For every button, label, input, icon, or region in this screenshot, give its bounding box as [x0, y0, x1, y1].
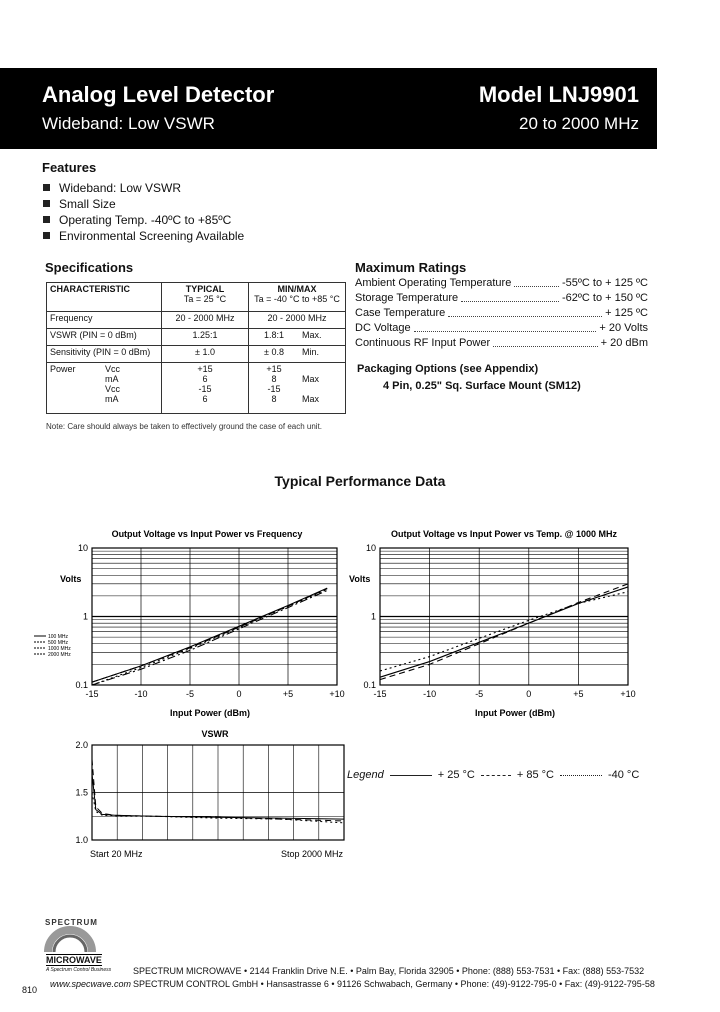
legend-solid-swatch [390, 775, 432, 776]
chart2-legend [347, 769, 639, 781]
product-title: Analog Level Detector [42, 82, 275, 107]
chart1-xlabel: Input Power (dBm) [170, 708, 250, 718]
list-item: Continuous RF Input Power + 20 dBm [355, 337, 648, 349]
features-title: Features [42, 160, 97, 175]
chart1-legend-entry: 500 MHz [48, 640, 69, 646]
chart1-series-line [92, 588, 327, 682]
chart2-y-tick: 10 [365, 543, 376, 553]
logo-main-text: MICROWAVE [46, 955, 102, 965]
legend-label: Legend [347, 769, 384, 781]
model-number: Model LNJ9901 [478, 82, 639, 107]
website-link[interactable]: www.specwave.com [50, 979, 132, 989]
list-item: Case Temperature + 125 ºC [355, 307, 648, 319]
page-number: 810 [22, 985, 38, 995]
legend-entry: -40 °C [607, 769, 640, 781]
table-header: CHARACTERISTIC [47, 283, 162, 312]
logo-tagline: A Spectrum Control Business [46, 967, 112, 973]
chart1-x-tick: -5 [185, 689, 195, 699]
chart1-x-tick: 0 [236, 689, 242, 699]
logo-top-text: SPECTRUM [45, 918, 98, 927]
chart1-legend-entry: 1000 MHz [48, 646, 71, 652]
chart2-y-tick: 0.1 [363, 680, 376, 690]
chart3-title: VSWR [201, 729, 229, 739]
frequency-range: 20 to 2000 MHz [518, 114, 639, 133]
list-item: Wideband: Low VSWR [43, 180, 244, 196]
bullet-icon [43, 232, 50, 239]
specifications-table [46, 282, 346, 414]
bullet-icon [43, 216, 50, 223]
chart3-y-tick: 1.5 [75, 787, 88, 798]
chart2-x-tick: +5 [573, 689, 584, 699]
chart2-x-tick: -15 [373, 689, 387, 699]
chart2-xlabel: Input Power (dBm) [475, 708, 555, 718]
chart2-plot [363, 543, 635, 699]
chart1-plot [34, 543, 345, 699]
chart2-series-line [380, 592, 628, 671]
table-row: Frequency 20 - 2000 MHz 20 - 2000 MHz [47, 312, 346, 329]
grounding-note: Note: Care should always be taken to effectively ground the case of each unit. [46, 422, 323, 431]
max-ratings-list [355, 276, 648, 351]
packaging-body: 4 Pin, 0.25" Sq. Surface Mount (SM12) [383, 380, 581, 392]
list-item: Environmental Screening Available [43, 228, 244, 244]
chart1-legend-entry: 100 MHz [48, 634, 69, 640]
performance-charts [0, 520, 720, 865]
list-item: Small Size [43, 196, 244, 212]
chart1-x-tick: +10 [329, 689, 345, 699]
chart1-y-tick: 10 [77, 543, 88, 553]
features-list [43, 180, 244, 244]
chart1-title: Output Voltage vs Input Power vs Frequency [111, 529, 303, 539]
chart2-x-tick: 0 [526, 689, 532, 699]
chart2-x-tick: +10 [620, 689, 636, 699]
product-subtitle: Wideband: Low VSWR [42, 114, 215, 133]
chart2-x-tick: -10 [423, 689, 437, 699]
chart1-ylabel: Volts [60, 574, 82, 584]
logo-arc-icon [54, 936, 86, 952]
max-ratings-title: Maximum Ratings [355, 260, 467, 275]
list-item: DC Voltage + 20 Volts [355, 322, 648, 334]
legend-entry: + 25 °C [437, 769, 475, 781]
legend-entry: + 85 °C [516, 769, 554, 781]
specifications-title: Specifications [45, 260, 134, 275]
list-item: Operating Temp. -40ºC to +85ºC [43, 212, 244, 228]
performance-title: Typical Performance Data [274, 473, 446, 489]
footer-address-de: SPECTRUM CONTROL GmbH • Hansastrasse 6 • 91126 Schwabach, Germany • Phone: (49)-9122-795-0 • Fax: (49)-9122-795-58 [133, 979, 655, 989]
table-header: MIN/MAX Ta = -40 °C to +85 °C [249, 283, 346, 312]
chart1-y-tick: 1 [82, 611, 88, 622]
chart3-plot [75, 740, 344, 845]
chart1-x-tick: -15 [85, 689, 99, 699]
bullet-icon [43, 184, 50, 191]
list-item: Ambient Operating Temperature -55ºC to + 125 ºC [355, 277, 648, 289]
footer-address-us: SPECTRUM MICROWAVE • 2144 Franklin Drive N.E. • Palm Bay, Florida 32905 • Phone: (888) 553-7531 • Fax: (888) 553-7532 [133, 966, 645, 976]
chart1-x-tick: -10 [134, 689, 148, 699]
chart1-x-tick: +5 [282, 689, 294, 699]
chart2-x-tick: -5 [475, 689, 484, 699]
bullet-icon [43, 200, 50, 207]
table-header: TYPICAL Ta = 25 °C [162, 283, 249, 312]
chart3-y-tick: 2.0 [75, 740, 88, 750]
chart3-stop-label: Stop 2000 MHz [280, 849, 343, 859]
chart3-y-tick: 1.0 [75, 835, 88, 845]
chart2-title: Output Voltage vs Input Power vs Temp. @ 1000 MHz [391, 529, 617, 539]
chart2-y-tick: 1 [370, 611, 376, 622]
header-banner [0, 68, 657, 149]
chart1-legend-entry: 2000 MHz [48, 652, 71, 658]
list-item: Storage Temperature -62ºC to + 150 ºC [355, 292, 648, 304]
table-row: VSWR (PIN = 0 dBm) 1.25:1 1.8:1 Max. [47, 329, 346, 346]
legend-dash-swatch [481, 775, 511, 776]
table-row: Sensitivity (PIN = 0 dBm) ± 1.0 ± 0.8 Min. [47, 346, 346, 363]
packaging-title: Packaging Options (see Appendix) [357, 363, 539, 375]
table-row [47, 283, 346, 312]
chart1-y-tick: 0.1 [75, 680, 88, 690]
chart2-ylabel: Volts [349, 574, 371, 584]
table-row: Power Vcc mA Vcc mA +15 6 -15 6 +15 8 -15 8 Max Max [47, 363, 346, 414]
chart2-series-line [380, 587, 628, 677]
chart1-series-line [92, 589, 327, 683]
legend-dot-swatch [560, 775, 602, 776]
chart3-start-label: Start 20 MHz [90, 849, 143, 859]
